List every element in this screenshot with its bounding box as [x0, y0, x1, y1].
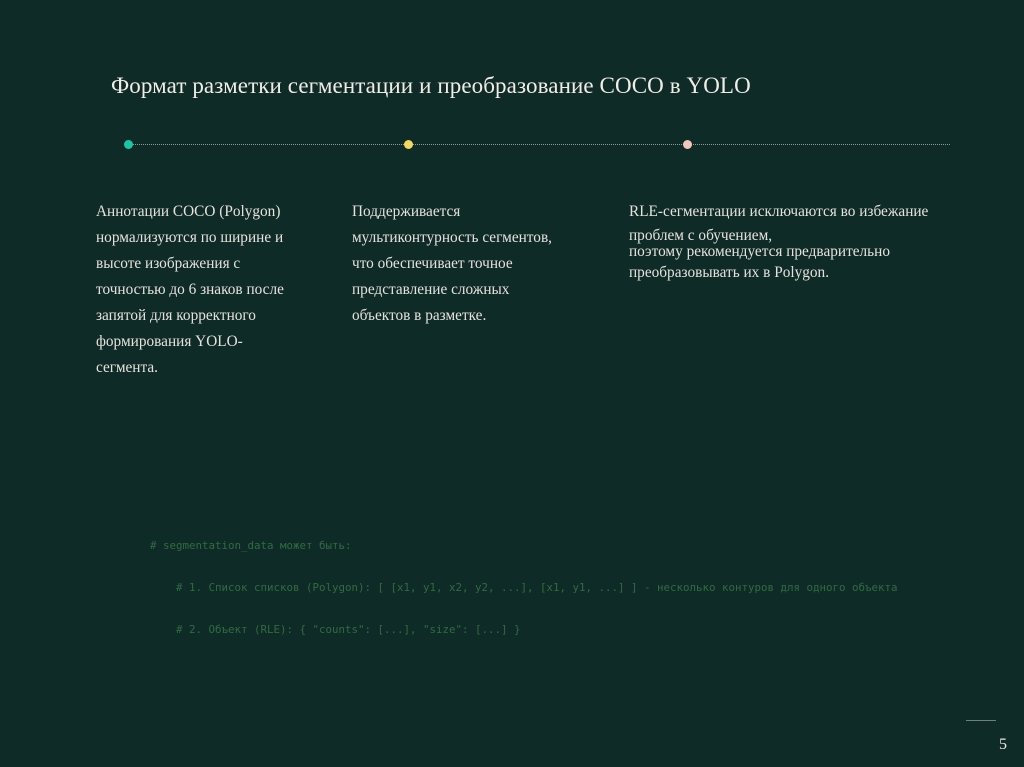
timeline-dot-2 [404, 140, 413, 149]
footer-divider [966, 720, 996, 721]
page-number: 5 [999, 736, 1007, 753]
timeline-dotted-line [132, 144, 950, 145]
column-3-line: поэтому рекомендуется предварительно [629, 243, 890, 260]
column-3-line: проблем с обучением, [629, 227, 773, 244]
code-line: # 1. Список списков (Polygon): [ [x1, y1, x2, y2, ...], [x1, y1, ...] ] - несколько контуров для одного объекта [150, 581, 898, 594]
column-3-line: RLE-сегментации исключаются во избежание [629, 203, 929, 220]
timeline-dot-1 [124, 140, 133, 149]
column-2-text: Поддерживается мультиконтурность сегментов, что обеспечивает точное представление сложных объектов в разметке. [352, 203, 552, 324]
code-line: # 2. Объект (RLE): { "counts": [...], "size": [...] } [150, 623, 521, 636]
column-3-text [629, 199, 989, 286]
slide-title: Формат разметки сегментации и преобразование COCO в YOLO [111, 73, 751, 98]
code-line: # segmentation_data может быть: [150, 539, 352, 552]
code-comment-block [150, 511, 898, 651]
column-1-text: Аннотации COCO (Polygon) нормализуются по ширине и высоте изображения с точностью до 6 знаков после запятой для корректного формирования YOLO-сегмента. [96, 203, 284, 376]
timeline-dot-3 [683, 140, 692, 149]
column-3-line: преобразовывать их в Polygon. [629, 264, 830, 281]
